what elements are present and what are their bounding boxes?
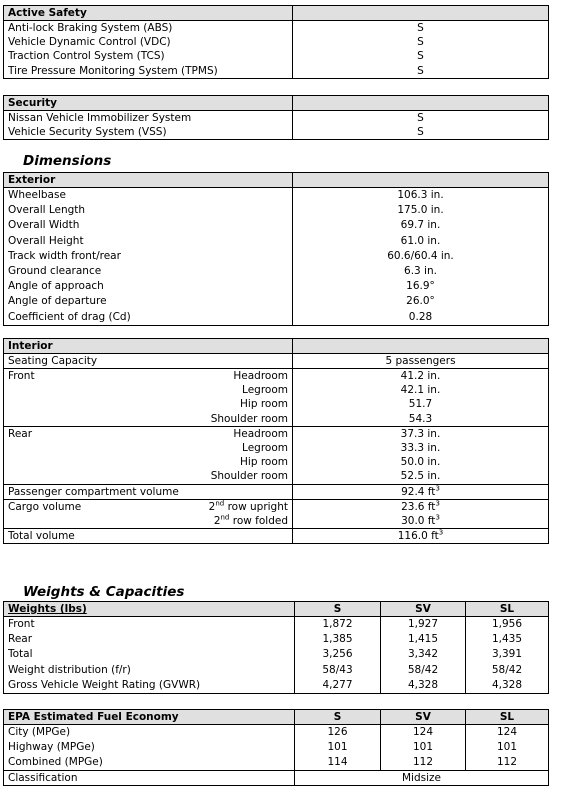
cargo-upright-label: 2nd row upright <box>208 499 288 513</box>
fuel-sv-values: 124 101 112 <box>381 725 466 771</box>
active-safety-table <box>3 5 549 79</box>
fuel-header: EPA Estimated Fuel Economy <box>4 710 295 725</box>
weights-title: Weights & Capacities <box>23 584 185 600</box>
weights-header: Weights (lbs) <box>4 602 295 617</box>
total-volume-label: Total volume <box>4 528 293 543</box>
security-values: S S <box>293 111 549 140</box>
seating-value: 5 passengers <box>293 354 549 369</box>
passenger-volume-label: Passenger compartment volume <box>4 484 293 499</box>
weights-sl-values: 1,956 1,435 3,391 58/42 4,328 <box>466 617 549 694</box>
total-volume-value: 116.0 $ft^3$ <box>293 528 549 543</box>
exterior-labels: Wheelbase Overall Length Overall Width Overall Height Track width front/rear Ground clearance Angle of approach Angle of departure Coefficient of drag (Cd) <box>4 188 293 326</box>
cargo-cell <box>4 499 293 528</box>
weights-s-values: 1,872 1,385 3,256 58/43 4,277 <box>295 617 381 694</box>
cargo-label: Cargo volume <box>8 500 82 513</box>
rear-values: 37.3 in. 33.3 in. 50.0 in. 52.5 in. <box>293 426 549 484</box>
active-safety-values: S S S S <box>293 21 549 79</box>
rear-label: Rear <box>8 427 33 440</box>
interior-header: Interior <box>4 339 293 354</box>
interior-table <box>3 338 549 544</box>
passenger-volume-value: 92.4 $ft^3$ <box>293 484 549 499</box>
exterior-values: 106.3 in. 175.0 in. 69.7 in. 61.0 in. 60.6/60.4 in. 6.3 in. 16.9° 26.0° 0.28 <box>293 188 549 326</box>
active-safety-labels: Anti-lock Braking System (ABS) Vehicle Dynamic Control (VDC) Traction Control System (TCS) Tire Pressure Monitoring System (TPMS) <box>4 21 293 79</box>
weights-sv-values: 1,927 1,415 3,342 58/42 4,328 <box>381 617 466 694</box>
cargo-folded-label: 2nd row folded <box>213 513 288 527</box>
classification-value: Midsize <box>295 771 549 786</box>
rear-cell: Rear Headroom Legroom Hip room Shoulder room <box>4 426 293 484</box>
front-values: 41.2 in. 42.1 in. 51.7 54.3 <box>293 369 549 427</box>
fuel-s-values: 126 101 114 <box>295 725 381 771</box>
dimensions-title: Dimensions <box>23 153 112 169</box>
security-labels: Nissan Vehicle Immobilizer System Vehicle Security System (VSS) <box>4 111 293 140</box>
front-label: Front <box>8 370 35 382</box>
security-header: Security <box>4 96 293 111</box>
weights-table: Weights (lbs) S SV SL Front Rear Total Weight distribution (f/r) Gross Vehicle Weight Rating (GVWR) 1,872 1,385 3,256 58/43 4,277 1,927 1,415 3,342 58/42 4,328 1,956 1,435 3,391 58/42 4,328 <box>3 601 549 694</box>
exterior-table <box>3 172 549 326</box>
fuel-labels: City (MPGe) Highway (MPGe) Combined (MPGe) <box>4 725 295 771</box>
seating-label: Seating Capacity <box>4 354 293 369</box>
front-cell: Front Headroom Legroom Hip room Shoulder room <box>4 369 293 427</box>
fuel-economy-table: EPA Estimated Fuel Economy S SV SL City (MPGe) Highway (MPGe) Combined (MPGe) 126 101 114 124 101 112 124 101 112 Classification Midsize <box>3 709 549 786</box>
exterior-header: Exterior <box>4 173 293 188</box>
security-table <box>3 95 549 140</box>
active-safety-header: Active Safety <box>4 6 293 21</box>
weights-labels: Front Rear Total Weight distribution (f/r) Gross Vehicle Weight Rating (GVWR) <box>4 617 295 694</box>
fuel-sl-values: 124 101 112 <box>466 725 549 771</box>
classification-label: Classification <box>4 771 295 786</box>
cargo-values: 23.6 $ft^3$ 30.0 $ft^3$ <box>293 499 549 528</box>
